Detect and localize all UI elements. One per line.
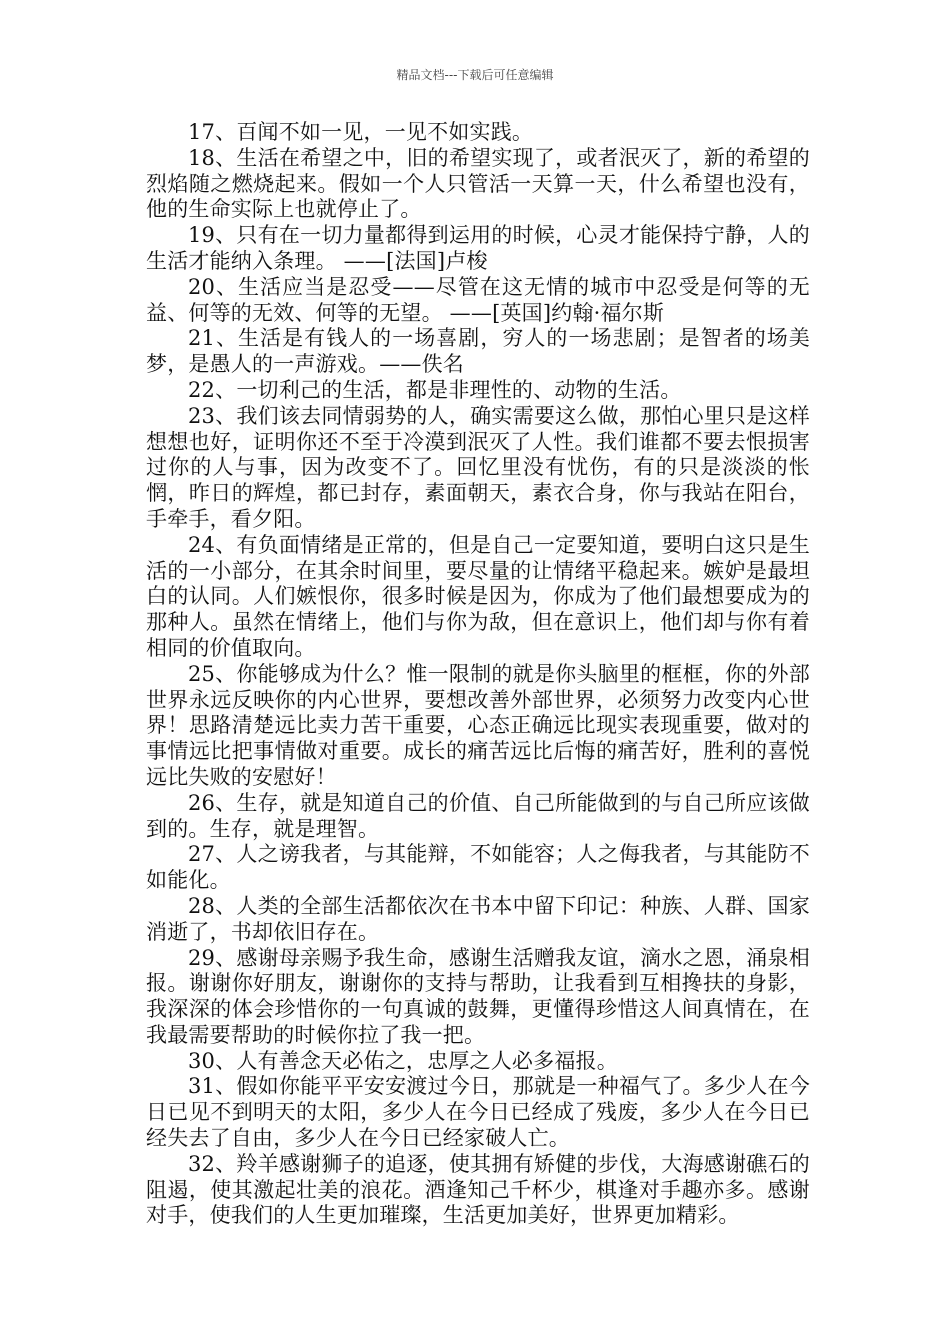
paragraph-17: 17、百闻不如一见，一见不如实践。 bbox=[188, 120, 534, 144]
paragraph-22: 22、一切利己的生活，都是非理性的、动物的生活。 bbox=[188, 377, 682, 402]
paragraph-19: 19、只有在一切力量都得到运用的时候，心灵才能保持宁静，人的生活才能纳入条理。 ——[法国]卢梭 bbox=[146, 223, 810, 273]
paragraph-20: 20、生活应当是忍受——尽管在这无情的城市中忍受是何等的无益、何等的无效、何等的无望。 ——[英国]约翰·福尔斯 bbox=[146, 274, 810, 325]
paragraph-26: 26、生存，就是知道自己的价值、自己所能做到的与自己所应该做到的。生存，就是理智。 bbox=[146, 790, 810, 841]
paragraph-24: 24、有负面情绪是正常的，但是自己一定要知道，要明白这只是生活的一小部分，在其余时间里，要尽量的让情绪平稳起来。嫉妒是最坦白的认同。人们嫉恨你，很多时候是因为，你成为了他们最想要成为的那种人。虽然在情绪上，他们与你为敌，但在意识上，他们却与你有着相同的价值取向。 bbox=[146, 532, 810, 660]
paragraph-28: 28、人类的全部生活都依次在书本中留下印记：种族、人群、国家消逝了，书却依旧存在。 bbox=[146, 893, 810, 944]
paragraph-31: 31、假如你能平平安安渡过今日，那就是一种福气了。多少人在今日已见不到明天的太阳，多少人在今日已经成了残废，多少人在今日已经失去了自由，多少人在今日已经家破人亡。 bbox=[146, 1074, 810, 1151]
paragraph-30: 30、人有善念天必佑之，忠厚之人必多福报。 bbox=[188, 1048, 618, 1073]
paragraph-23: 23、我们该去同情弱势的人，确实需要这么做，那怕心里只是这样想想也好，证明你还不至于冷漠到泯灭了人性。我们谁都不要去恨损害过你的人与事，因为改变不了。回忆里没有忧伤，有的只是淡淡的怅惘，昨日的辉煌，都已封存，素面朝天，素衣合身，你与我站在阳台，手牵手，看夕阳。 bbox=[146, 403, 810, 531]
paragraph-25: 25、你能够成为什么？惟一限制的就是你头脑里的框框，你的外部世界永远反映你的内心世界，要想改善外部世界，必须努力改变内心世界！思路清楚远比卖力苦干重要，心态正确远比现实表现重要，做对的事情远比把事情做对重要。成长的痛苦远比后悔的痛苦好，胜利的喜悦远比失败的安慰好！ bbox=[146, 661, 810, 789]
document-body bbox=[146, 120, 810, 1229]
paragraph-29: 29、感谢母亲赐予我生命，感谢生活赠我友谊，滴水之恩，涌泉相报。谢谢你好朋友，谢谢你的支持与帮助，让我看到互相搀扶的身影，我深深的体会珍惜你的一句真诚的鼓舞，更懂得珍惜这人间真情在，在我最需要帮助的时候你拉了我一把。 bbox=[146, 945, 810, 1047]
paragraph-32: 32、羚羊感谢狮子的追逐，使其拥有矫健的步伐，大海感谢礁石的阻遏，使其激起壮美的浪花。酒逢知己千杯少，棋逢对手趣亦多。感谢对手，使我们的人生更加璀璨，生活更加美好，世界更加精彩。 bbox=[146, 1151, 810, 1228]
paragraph-27: 27、人之谤我者，与其能辩，不如能容；人之侮我者，与其能防不如能化。 bbox=[146, 842, 810, 893]
page-header: 精品文档---下载后可任意编辑 bbox=[396, 68, 554, 82]
paragraph-21: 21、生活是有钱人的一场喜剧，穷人的一场悲剧；是智者的场美梦，是愚人的一声游戏。——佚名 bbox=[146, 326, 810, 377]
paragraph-18: 18、生活在希望之中，旧的希望实现了，或者泯灭了，新的希望的烈焰随之燃烧起来。假如一个人只管活一天算一天，什么希望也没有，他的生命实际上也就停止了。 bbox=[146, 145, 810, 222]
